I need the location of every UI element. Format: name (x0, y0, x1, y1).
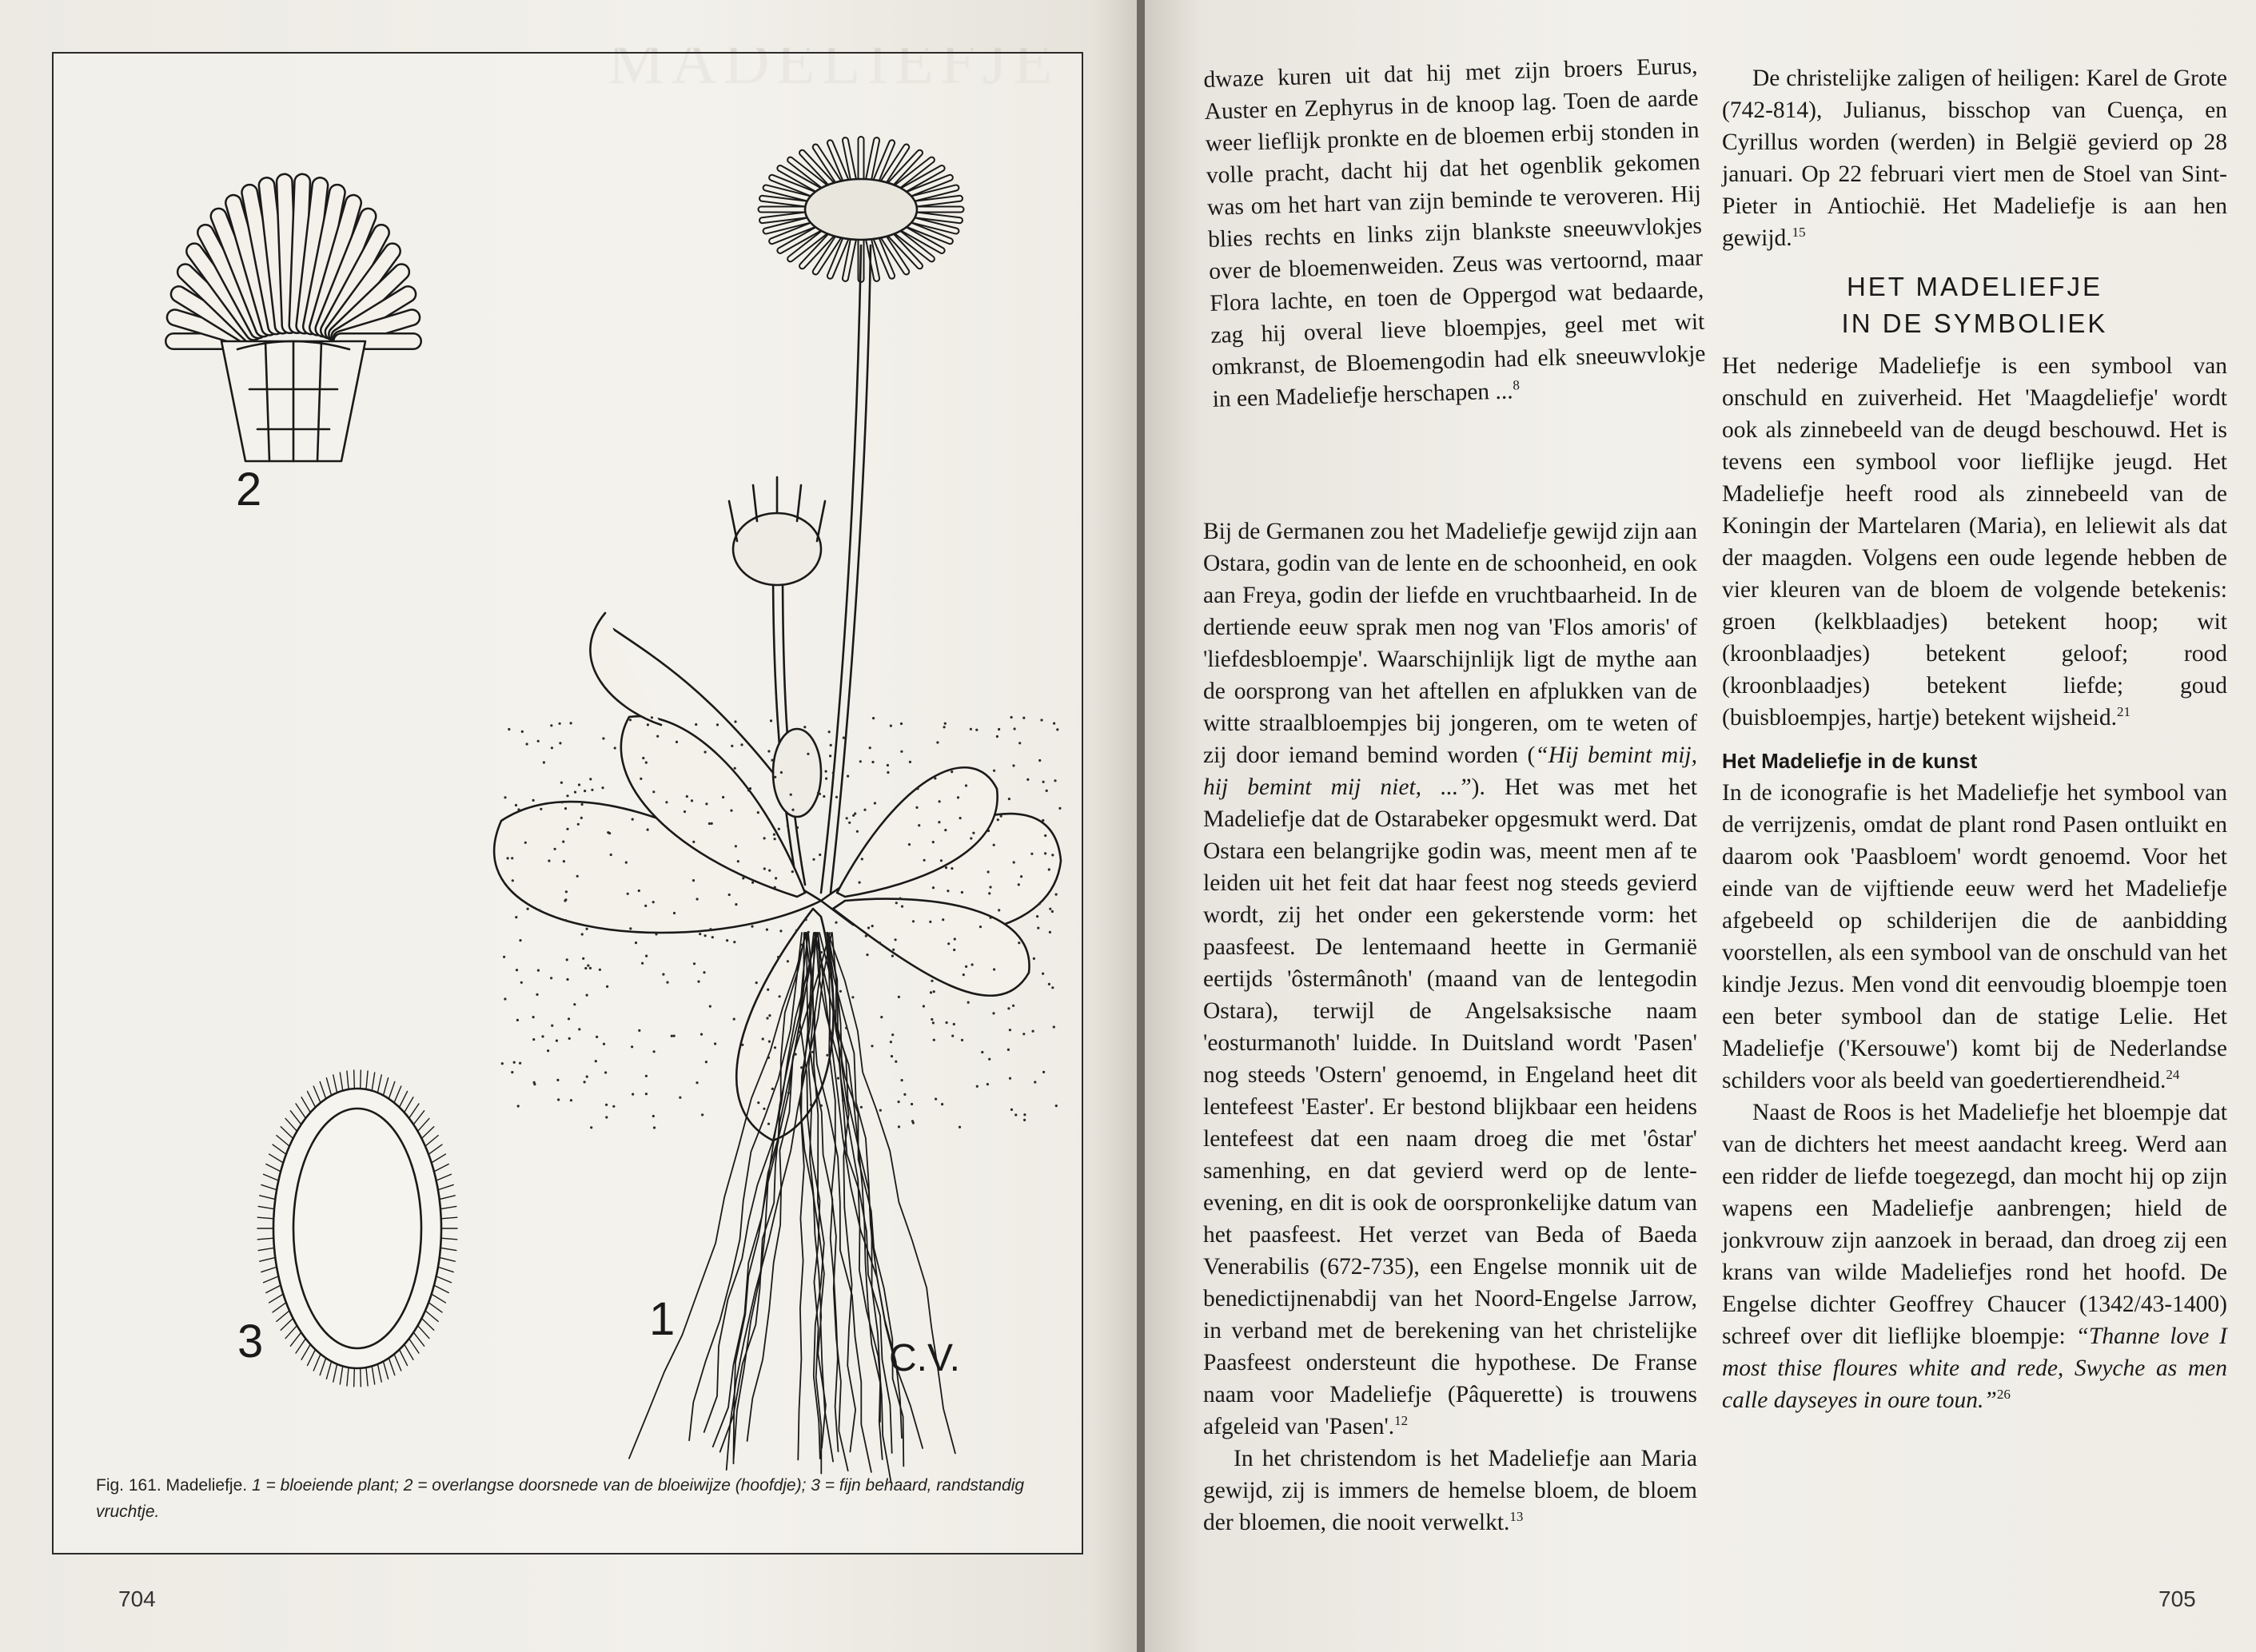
paragraph-symboliek: Het nederige Madeliefje is een symbool van onschuld en zuiverheid. Het 'Maagdeliefje' wordt ook als zinnebeeld van de deugd beschouwd. Het is tevens een symbool voor lieflijke jeugd. Het Madeliefje heeft rood als zinnebeeld van de Koningin der Martelaren (Maria), en leliewit als dat der maagden. Volgens een oude legende hebben de vier kleuren van de bloem de volgende betekenis: groen (kelkblaadjes) betekent hoop; wit (kroonblaadjes) betekent geloof; rood (kroonblaadjes) betekent liefde; goud (buisbloempjes, hartje) betekent wijsheid.$^{21}$ (1722, 353, 2227, 730)
text-column-left-top (1203, 50, 1707, 416)
paragraph-germanen: Bij de Germanen zou het Madeliefje gewijd zijn aan Ostara, godin van de lente en de schoonheid, en ook aan Freya, godin der liefde en vruchtbaarheid. In de dertiende eeuw sprak men nog van 'Flos amoris' of 'liefdesbloempje'. Waarschijnlijk ligt de mythe aan de oorsprong van het aftellen en afplukken van de witte straalbloempjes bij jongeren, om te weten of zij door iemand bemind worden (“Hij bemint mij, hij bemint mij niet, ...”). Het was met het Madeliefje dat de Ostarabeker opgesmukt werd. Dat Ostara een belangrijke godin was, meent men af te leiden uit het feit dat haar feest nog steeds gevierd wordt, zij het onder een gekerstende vorm: het paasfeest. De lentemaand heette in Germanië eertijds 'ôstermânoth' (maand van de lentegodin Ostara), terwijl de Angelsaksische naam 'eosturmanoth' luidde. In Duitsland wordt 'Pasen' nog steeds 'Ostern' genoemd, in Engeland heet dit lentefeest 'Easter'. Er bestond blijkbaar een heidens lentefeest dat een naam droeg die met 'ôstar' samenhing, en dat gevierd werd op de lente-evening, en dit is ook de oorspronkelijke datum van het paasfeest. Het verzet van Beda of Baeda Venerabilis (672-735), een Engelse monnik uit de benedictijnenabdij van het Noord-Engelse Jarrow, in verband met de berekening van het christelijke Paasfeest ondersteunt die hypothese. De Franse naam voor Madeliefje (Pâquerette) is trouwens afgeleid van 'Pasen'.$^{12}$ (1203, 519, 1698, 1439)
subheading-kunst: Het Madeliefje in de kunst (1722, 749, 1978, 773)
caption-lead: Fig. 161. Madeliefje. (96, 1476, 248, 1495)
section-heading-symboliek: HET MADELIEFJE IN DE SYMBOLIEK (1841, 272, 2108, 338)
paragraph-kunst: In de iconografie is het Madeliefje het symbool van de verrijzenis, omdat de plant rond Pasen ontluikt en daarom ook 'Paasbloem' wordt genoemd. Voor het einde van de vijftiende eeuw werd het Madeliefje afgebeeld op schilderijen die de aanbidding voorstellen, als een symbool van de onschuld van het kindje Jezus. Men vond dit eenvoudig bloempje toen een beter symbool dan de statige Lelie. Het Madeliefje ('Kersouwe') komt bij de Nederlandse schilders voor als beeld van goedertierendheid.$^{24}$ (1722, 780, 2227, 1093)
artist-initials: C.V. (889, 1337, 960, 1379)
figure-label-1: 1 (649, 1293, 676, 1345)
footnote-ref: 12 (1394, 1413, 1409, 1429)
flower-head-section-drawing (173, 182, 413, 461)
paragraph-christendom: In het christendom is het Madeliefje aan Maria gewijd, zij is immers de hemelse bloem, de bloem der bloemen, die nooit verwelkt.$^{13}$ (1203, 1446, 1697, 1535)
paragraph-zephyrus: dwaze kuren uit dat hij met zijn broers Eurus, Auster en Zephyrus in de knoop lag. Toen de aarde weer lieflijk pronkte en de bloemen erbij stonden in volle pracht, dacht hij dat het ogenblik gekomen was om het hart van zijn beminde te veroveren. Hij blies rechts en links zijn blankste sneeuwvlokjes over de bloemenweiden. Zeus was vertoornd, maar Flora lachte, en toen de Oppergod wat bedaarde, zag hij overal lieve bloempjes, geel met wit omkranst, de Bloemengodin had elk sneeuwvlokje in een Madeliefje herschapen ...$^8$ (1203, 53, 1706, 412)
footnote-ref: 24 (2166, 1067, 2180, 1083)
paragraph-heiligen: De christelijke zaligen of heiligen: Karel de Grote (742-814), Julianus, bisschop van Cuença, en Cyrillus worden (werden) in België gevierd op 28 januari. Op 22 februari viert men de Stoel van Sint-Pieter in Antiochië. Het Madeliefje is aan hen gewijd.$^{15}$ (1722, 66, 2227, 251)
daisy-illustration (54, 54, 1085, 1500)
achene-drawing (257, 1070, 457, 1387)
footnote-ref: 21 (2117, 704, 2130, 720)
footnote-ref: 8 (1513, 377, 1521, 393)
page-number-left: 704 (118, 1586, 156, 1611)
page-number-right: 705 (2158, 1586, 2196, 1611)
text-column-right (1722, 62, 2227, 1416)
figure-label-3: 3 (237, 1316, 264, 1367)
footnote-ref: 13 (1509, 1509, 1524, 1525)
figure-frame (52, 52, 1083, 1554)
footnote-ref: 15 (1792, 225, 1806, 241)
whole-plant-drawing (494, 140, 1061, 1483)
figure-caption (96, 1472, 1071, 1525)
caption-body: 1 = bloeiende plant; 2 = overlangse doorsnede van de bloeiwijze (hoofdje); 3 = fijn behaard, randstandig vruchtje. (96, 1476, 1025, 1521)
text-column-left (1203, 516, 1697, 1539)
paragraph-chaucer: Naast de Roos is het Madeliefje het bloempje dat van de dichters het meest aandacht kreeg. Werd aan een ridder de liefde toegezegd, dan mocht hij op zijn wapens een Madeliefje aanbrengen; hield de jonkvrouw zijn aanzoek in beraad, dan droeg zij een krans van wilde Madeliefjes rond het hoofd. De Engelse dichter Geoffrey Chaucer (1342/43-1400) schreef over dit lieflijke bloempje: “Thanne love I most thise floures white and rede, Swyche as men calle dayseyes in oure toun.”$^{26}$ (1722, 1100, 2227, 1413)
figure-label-2: 2 (236, 464, 262, 516)
footnote-ref: 26 (1996, 1387, 2011, 1403)
